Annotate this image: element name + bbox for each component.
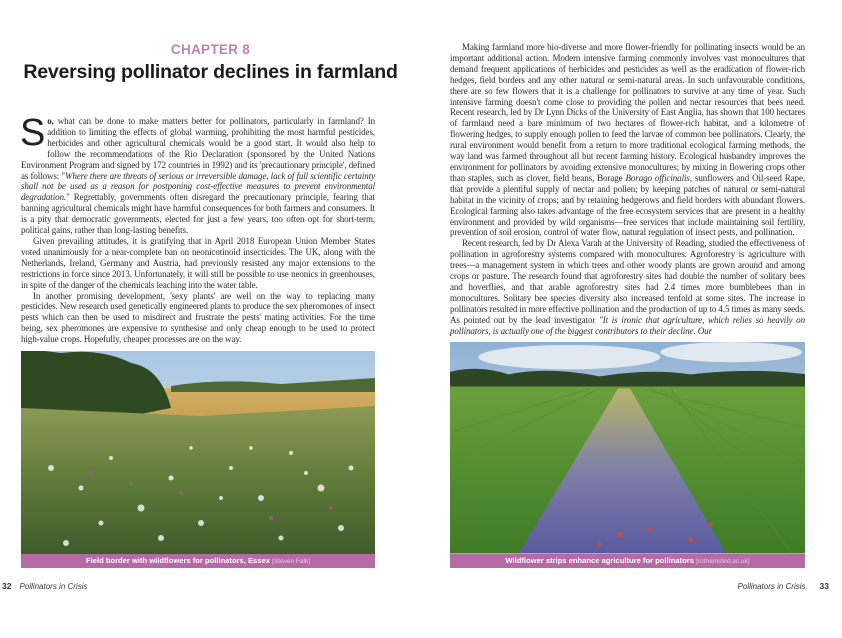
chapter-label: CHAPTER 8	[170, 42, 251, 57]
running-title: Pollinators in Crisis	[737, 582, 806, 591]
photo-field-border-wildflowers	[21, 351, 375, 554]
right-body-text	[450, 42, 805, 336]
rio-quote: Where there are threats of serious or irreversible damage, lack of full scientific certainty shall not be used as a reason for postponing cost-effective measures to prevent environmental degradation.	[21, 170, 375, 203]
paragraph-intro: So, what can be done to make matters better for pollinators, particularly in farmland? In addition to limiting the effects of global warming, prohibiting the most harmful pesticides, herbicides and other agricultural chemicals would be a good start. It would also help to follow the recommendations of the Rio Declaration (sponsored by the United Nations Environment Program and signed by 172 countries in 1992) and its 'precautionary principle', defined as follows: "Where there are threats of serious or irreversible damage, lack of full scientific certainty shall not be used as a reason for postponing cost-effective measures to prevent environmental degradation." Regrettably, governments often disregard the precautionary principle, fearing that banning agricultural chemicals might have harmful consequences for both farmers and consumers. It is a pity that democratic governments, elected for just a few years, too often opt for short-term, political gains, rather than long-lasting benefits.	[20, 112, 375, 236]
right-column	[450, 42, 805, 568]
photo-caption-right: Wildflower strips enhance agriculture for pollinators [rothamsted.ac.uk]	[450, 554, 805, 568]
paragraph-neonicotinoid-ban: Given prevailing attitudes, it is gratifying that in April 2018 European Union Member States voted unanimously for a near-complete ban on neonicotinoid insecticides. The UK, along with the Netherlands, Ireland, Germany and Austria, had previously resisted any major extensions to the restrictions in force since 2013. Unfortunately, it will still be possible to use neonics in greenhouses, in spite of the danger of the chemicals leaching into the water table.	[21, 235, 375, 290]
footer-left	[2, 581, 88, 591]
running-title: Pollinators in Crisis	[19, 582, 88, 591]
paragraph-biodiverse-farmland: Making farmland more bio-diverse and more flower-friendly for pollinating insects would be an important additional action. Modern intensive farming commonly involves vast monocultures that demand frequent applications of herbicides and pesticides as well as the eradication of flower-rich hedges, field borders and any other natural or semi-natural areas. In such unfavourable conditions, there are so few flowers that it is a challenge for pollinators to survive at any time of year. Such intensive farming doesn't come close to providing the pollen and nectar resources that bees need. Recent research, led by Dr Lynn Dicks of the University of East Anglia, has shown that 100 hectares of farmland need a bare minimum of two hectares of flower-rich habitat, and a kilometre of flowering hedges, to supply enough pollen to feed the larvae of common bee pollinators. Clearly, the rural environment would benefit from a return to more traditional ecological farming methods, the way land was farmed throughout all but recent farming history. Ecological husbandry improves the environment for pollinators by avoiding extensive monocultures; by mixing in flowering crops other than staples, such as clover, field beans, Borage Borago officinalis, sunflowers and Oil-seed Rape, that provide a plentiful supply of nectar and pollen; by keeping patches of natural or semi-natural habitat in the vicinity of crops; and by retaining hedgerows and field borders with abundant flowers. Ecological farming also takes advantage of the free ecosystem services that are present in a healthy environment and provided by wild organisms—free services that include maintaining soil fertility, prevention of soil erosion, control of water flow, natural regulation of insect pests, and pollination.	[450, 42, 805, 238]
footer-right	[738, 581, 830, 591]
paragraph-sexy-plants: In another promising development, 'sexy plants' are well on the way to replacing many pesticides. New research used genetically engineered plants to produce the sex pheromones of insect pests which can then be used to misdirect and frustrate the pests' mating activities. For the time being, sex pheromones are expensive to synthesise and only cheap enough to be used to protect high-value crops. Hopefully, cheaper processes are on the way.	[21, 290, 375, 345]
paragraph-agroforestry: Recent research, led by Dr Alexa Varah at the University of Reading, studied the effectiveness of pollination in agroforestry systems compared with monocultures. Agroforestry is agriculture with trees—a management system in which trees and other woody plants are grown around and among crops or pasture. The research found that agroforestry sites had double the number of solitary bees and hoverflies, and that arable agroforestry sites had 2.4 times more bumblebees than in monocultures. Solitary bee species diversity also increased tenfold at some sites. The increase in pollinators resulted in more effective pollination and the production of up to 4.5 times as many seeds. As pointed out by the lead investigator "It is ironic that agriculture, which relies so heavily on pollinators, is actually one of the biggest contributors to their decline. Our	[450, 238, 805, 336]
drop-cap: S	[20, 112, 46, 154]
page-number: 33	[819, 581, 829, 591]
left-column	[20, 112, 375, 568]
right-page	[421, 0, 842, 638]
page-number: 32	[2, 581, 12, 591]
photo-credit: [Steven Falk]	[272, 558, 311, 565]
photo-credit: [rothamsted.ac.uk]	[696, 558, 750, 565]
photo-wildflower-strip	[450, 342, 805, 554]
left-body-text	[20, 112, 375, 345]
photo-caption-left: Field border with wildflowers for pollinators, Essex [Steven Falk]	[21, 554, 375, 568]
chapter-title: Reversing pollinator declines in farmland	[23, 61, 398, 83]
